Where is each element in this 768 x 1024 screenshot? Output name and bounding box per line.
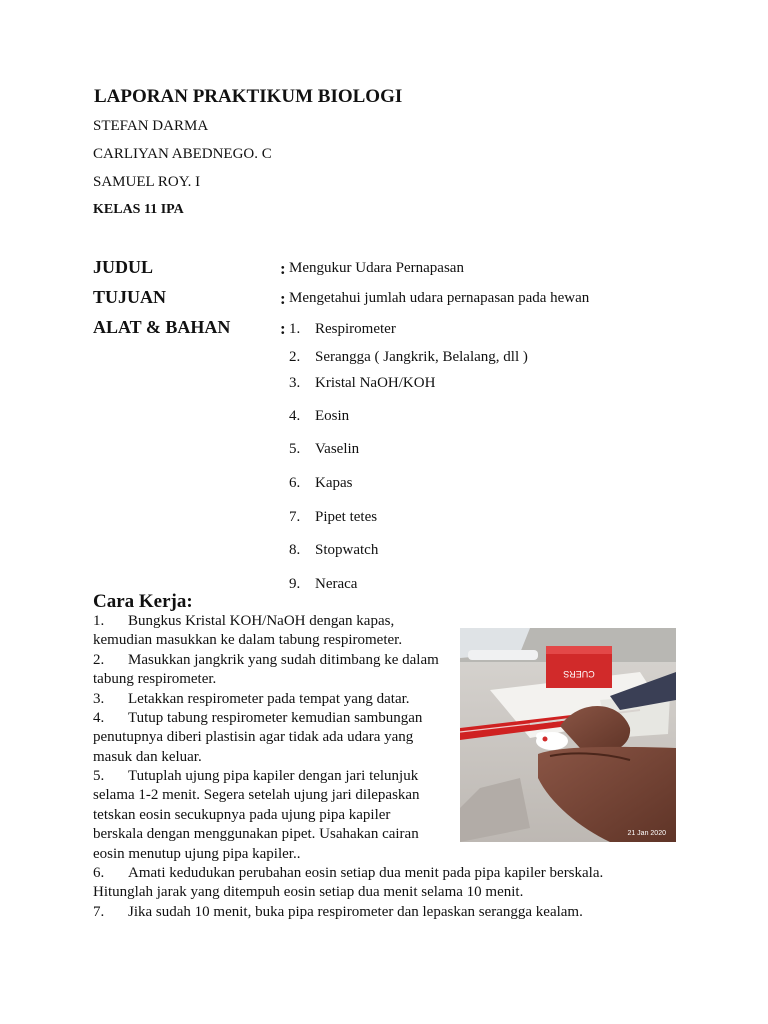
step-line bbox=[93, 767, 418, 787]
step-text: tetskan eosin secukupnya pada ujung pipa kapiler bbox=[93, 807, 391, 823]
step-number: 4. bbox=[93, 710, 105, 726]
step-text: Jika sudah 10 menit, buka pipa respirometer dan lepaskan serangga kealam. bbox=[128, 904, 583, 920]
judul-value: Mengukur Udara Pernapasan bbox=[289, 260, 464, 276]
class-label: KELAS 11 IPA bbox=[93, 202, 184, 217]
alat-item: Stopwatch bbox=[315, 542, 379, 558]
step-line bbox=[93, 728, 413, 748]
step-text: penutupnya diberi plastisin agar tidak ada udara yang bbox=[93, 729, 414, 745]
alat-item-number: 3. bbox=[289, 375, 301, 391]
tujuan-value: Mengetahui jumlah udara pernapasan pada hewan bbox=[289, 290, 590, 306]
photo-timestamp: 21 Jan 2020 bbox=[627, 830, 666, 837]
step-line bbox=[93, 845, 300, 865]
student-name-3: SAMUEL ROY. I bbox=[93, 174, 201, 190]
student-name-2: CARLIYAN ABEDNEGO. C bbox=[93, 146, 272, 162]
step-text: Amati kedudukan perubahan eosin setiap dua menit pada pipa kapiler berskala. bbox=[128, 865, 604, 881]
student-name-1: STEFAN DARMA bbox=[93, 118, 209, 134]
step-text: Bungkus Kristal KOH/NaOH dengan kapas, bbox=[128, 613, 395, 629]
step-text: masuk dan keluar. bbox=[93, 749, 202, 765]
experiment-photo bbox=[460, 628, 676, 842]
alat-item: Serangga ( Jangkrik, Belalang, dll ) bbox=[315, 349, 528, 365]
step-text: berskala dengan menggunakan pipet. Usahakan cairan bbox=[93, 826, 419, 842]
step-text: Tutup tabung respirometer kemudian sambungan bbox=[128, 710, 423, 726]
step-line bbox=[93, 690, 410, 710]
alat-item-number: 7. bbox=[289, 509, 301, 525]
alat-item-number: 5. bbox=[289, 441, 301, 457]
judul-colon: : bbox=[280, 259, 286, 278]
step-line bbox=[93, 806, 390, 826]
step-line bbox=[93, 825, 419, 845]
step-number: 7. bbox=[93, 904, 105, 920]
alat-item-number: 9. bbox=[289, 576, 301, 592]
alat-item: Neraca bbox=[315, 576, 358, 592]
alat-item-number: 6. bbox=[289, 475, 301, 491]
step-line bbox=[93, 709, 422, 729]
alat-item-number: 4. bbox=[289, 408, 301, 424]
alat-label: ALAT & BAHAN bbox=[93, 317, 231, 337]
alat-item-number: 8. bbox=[289, 542, 301, 558]
step-line bbox=[93, 864, 603, 884]
step-text: Tutuplah ujung pipa kapiler dengan jari telunjuk bbox=[128, 768, 419, 784]
step-number: 2. bbox=[93, 652, 105, 668]
alat-item: Eosin bbox=[315, 408, 350, 424]
alat-item-number: 2. bbox=[289, 349, 301, 365]
alat-colon: : bbox=[280, 319, 286, 338]
step-text: selama 1-2 menit. Segera setelah ujung jari dilepaskan bbox=[93, 787, 420, 803]
alat-item-number: 1. bbox=[289, 321, 301, 337]
step-number: 5. bbox=[93, 768, 105, 784]
tujuan-label: TUJUAN bbox=[93, 287, 167, 307]
alat-item: Pipet tetes bbox=[315, 509, 378, 525]
step-line bbox=[93, 883, 523, 903]
step-line bbox=[93, 631, 402, 651]
step-line bbox=[93, 670, 216, 690]
tujuan-colon: : bbox=[280, 289, 286, 308]
step-number: 3. bbox=[93, 691, 105, 707]
step-text: Letakkan respirometer pada tempat yang datar. bbox=[128, 691, 410, 707]
step-number: 1. bbox=[93, 613, 105, 629]
alat-item: Vaselin bbox=[315, 441, 360, 457]
step-line bbox=[93, 786, 420, 806]
step-text: tabung respirometer. bbox=[93, 671, 217, 687]
step-text: Masukkan jangkrik yang sudah ditimbang ke dalam bbox=[128, 652, 439, 668]
step-line bbox=[93, 748, 202, 768]
alat-item: Kristal NaOH/KOH bbox=[315, 375, 436, 391]
step-number: 6. bbox=[93, 865, 105, 881]
report-title: LAPORAN PRAKTIKUM BIOLOGI bbox=[94, 86, 403, 107]
step-text: kemudian masukkan ke dalam tabung respirometer. bbox=[93, 632, 403, 648]
alat-item: Kapas bbox=[315, 475, 353, 491]
step-text: eosin menutup ujung pipa kapiler.. bbox=[93, 846, 301, 862]
step-line bbox=[93, 651, 439, 671]
step-text: Hitunglah jarak yang ditempuh eosin setiap dua menit selama 10 menit. bbox=[93, 884, 524, 900]
step-line bbox=[93, 903, 583, 923]
alat-item: Respirometer bbox=[315, 321, 396, 337]
step-line bbox=[93, 612, 394, 632]
photo-box-label: CUERS bbox=[563, 669, 595, 679]
judul-label: JUDUL bbox=[93, 257, 154, 277]
cara-kerja-heading: Cara Kerja: bbox=[93, 591, 193, 612]
